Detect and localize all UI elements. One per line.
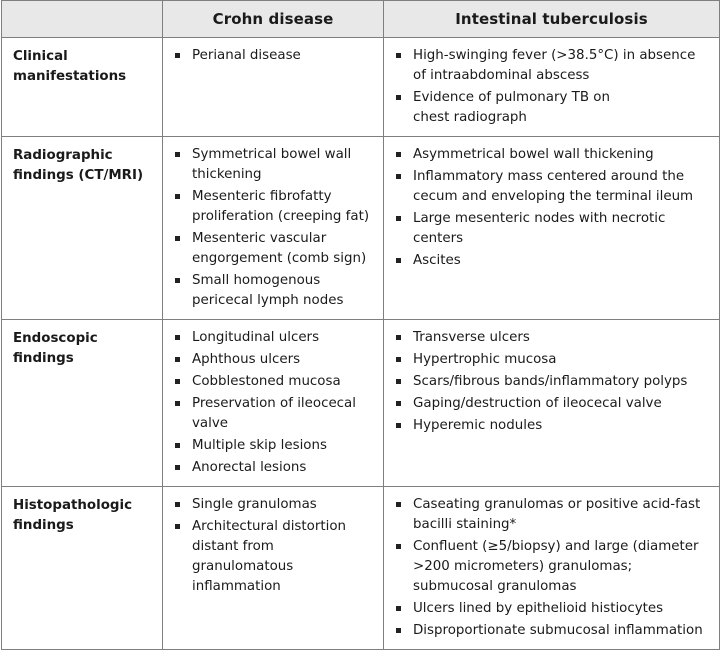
text-line: Preservation of ileocecal [192,396,356,411]
text-line: Cobblestoned mucosa [192,374,341,389]
list-item [171,350,379,370]
header-crohn-disease: Crohn disease [163,1,384,38]
text-line: engorgement (comb sign) [192,251,367,266]
tuberculosis-finding-list [392,495,715,641]
list-item [392,621,715,641]
list-item [171,328,379,348]
square-bullet-icon [175,379,180,384]
text-line: Transverse ulcers [413,330,530,345]
header-row [2,1,720,38]
text-line: Multiple skip lesions [192,438,327,453]
text-line: manifestations [13,69,127,84]
list-item [171,372,379,392]
list-item [392,88,715,128]
text-line: Radiographic [13,148,113,163]
text-line: Scars/fibrous bands/inflammatory polyps [413,374,688,389]
text-line: findings [13,518,74,533]
row-label [2,137,163,320]
list-item [171,229,379,269]
text-line: Small homogenous [192,273,321,288]
square-bullet-icon [396,606,401,611]
table-row-clinical-manifestations [2,38,720,137]
list-item [392,209,715,249]
list-item [171,394,379,434]
square-bullet-icon [175,152,180,157]
crohn-disease-cell [163,320,384,487]
text-line: Asymmetrical bowel wall thickening [413,147,654,162]
square-bullet-icon [396,628,401,633]
table-row-histopathologic-findings [2,487,720,650]
text-line: bacilli staining* [413,517,517,532]
intestinal-tuberculosis-cell [384,38,720,137]
list-item [392,251,715,271]
list-item [392,394,715,414]
square-bullet-icon [396,216,401,221]
table-row-radiographic-findings [2,137,720,320]
square-bullet-icon [396,401,401,406]
crohn-disease-cell [163,487,384,650]
square-bullet-icon [175,524,180,529]
square-bullet-icon [396,379,401,384]
square-bullet-icon [396,423,401,428]
text-line: Inflammatory mass centered around the [413,169,685,184]
intestinal-tuberculosis-cell [384,487,720,650]
row-label [2,38,163,137]
list-item [171,458,379,478]
text-line: centers [413,231,464,246]
text-line: proliferation (creeping fat) [192,209,370,224]
text-line: Large mesenteric nodes with necrotic [413,211,666,226]
square-bullet-icon [396,152,401,157]
square-bullet-icon [396,95,401,100]
text-line: findings [13,351,74,366]
square-bullet-icon [396,544,401,549]
text-line: Longitudinal ulcers [192,330,320,345]
text-line: findings (CT/MRI) [13,168,144,183]
square-bullet-icon [175,278,180,283]
text-line: Perianal disease [192,48,301,63]
square-bullet-icon [396,174,401,179]
table-row-endoscopic-findings [2,320,720,487]
comparison-table [1,0,720,650]
text-line: Confluent (≥5/biopsy) and large (diameter [413,539,699,554]
list-item [171,517,379,597]
text-line: Symmetrical bowel wall [192,147,352,162]
square-bullet-icon [396,53,401,58]
intestinal-tuberculosis-cell [384,137,720,320]
text-line: cecum and enveloping the terminal ileum [413,189,694,204]
list-item [392,416,715,436]
text-line: granulomatous [192,559,294,574]
square-bullet-icon [396,335,401,340]
text-line: Hyperemic nodules [413,418,543,433]
list-item [171,145,379,185]
crohn-disease-cell [163,137,384,320]
crohn-disease-cell [163,38,384,137]
text-line: Ulcers lined by epithelioid histiocytes [413,601,664,616]
text-line: Architectural distortion [192,519,347,534]
intestinal-tuberculosis-cell [384,320,720,487]
square-bullet-icon [175,502,180,507]
list-item [392,350,715,370]
text-line: pericecal lymph nodes [192,293,344,308]
text-line: Gaping/destruction of ileocecal valve [413,396,662,411]
tuberculosis-finding-list [392,328,715,436]
list-item [171,436,379,456]
table-body [2,38,720,650]
square-bullet-icon [175,194,180,199]
crohn-finding-list [171,46,379,66]
text-line: >200 micrometers) granulomas; [413,559,633,574]
list-item [392,537,715,597]
row-label [2,320,163,487]
text-line: valve [192,416,229,431]
text-line: High-swinging fever (>38.5°C) in absence [413,48,696,63]
list-item [392,372,715,392]
text-line: Anorectal lesions [192,460,307,475]
list-item [392,46,715,86]
text-line: chest radiograph [413,110,527,125]
text-line: Ascites [413,253,461,268]
text-line: Caseating granulomas or positive acid-fast [413,497,701,512]
square-bullet-icon [396,357,401,362]
square-bullet-icon [175,401,180,406]
header-intestinal-tuberculosis: Intestinal tuberculosis [384,1,720,38]
list-item [392,145,715,165]
square-bullet-icon [396,258,401,263]
text-line: of intraabdominal abscess [413,68,590,83]
row-label [2,487,163,650]
tuberculosis-finding-list [392,145,715,271]
list-item [392,167,715,207]
crohn-finding-list [171,145,379,311]
text-line: inflammation [192,579,281,594]
text-line: Endoscopic [13,331,98,346]
text-line: submucosal granulomas [413,579,577,594]
list-item [392,328,715,348]
text-line: Clinical [13,49,68,64]
tuberculosis-finding-list [392,46,715,128]
text-line: Disproportionate submucosal inflammation [413,623,703,638]
text-line: Hypertrophic mucosa [413,352,557,367]
list-item [171,271,379,311]
text-line: Mesenteric fibrofatty [192,189,332,204]
square-bullet-icon [175,236,180,241]
list-item [392,495,715,535]
list-item [171,187,379,227]
list-item [171,495,379,515]
list-item [392,599,715,619]
text-line: thickening [192,167,262,182]
text-line: Evidence of pulmonary TB on [413,90,610,105]
text-line: Histopathologic [13,498,133,513]
text-line: Single granulomas [192,497,317,512]
square-bullet-icon [175,53,180,58]
crohn-finding-list [171,495,379,597]
text-line: Aphthous ulcers [192,352,301,367]
text-line: Mesenteric vascular [192,231,327,246]
text-line: distant from [192,539,274,554]
square-bullet-icon [175,335,180,340]
square-bullet-icon [175,465,180,470]
square-bullet-icon [175,357,180,362]
list-item [171,46,379,66]
header-corner-cell [2,1,163,38]
square-bullet-icon [396,502,401,507]
crohn-finding-list [171,328,379,478]
square-bullet-icon [175,443,180,448]
